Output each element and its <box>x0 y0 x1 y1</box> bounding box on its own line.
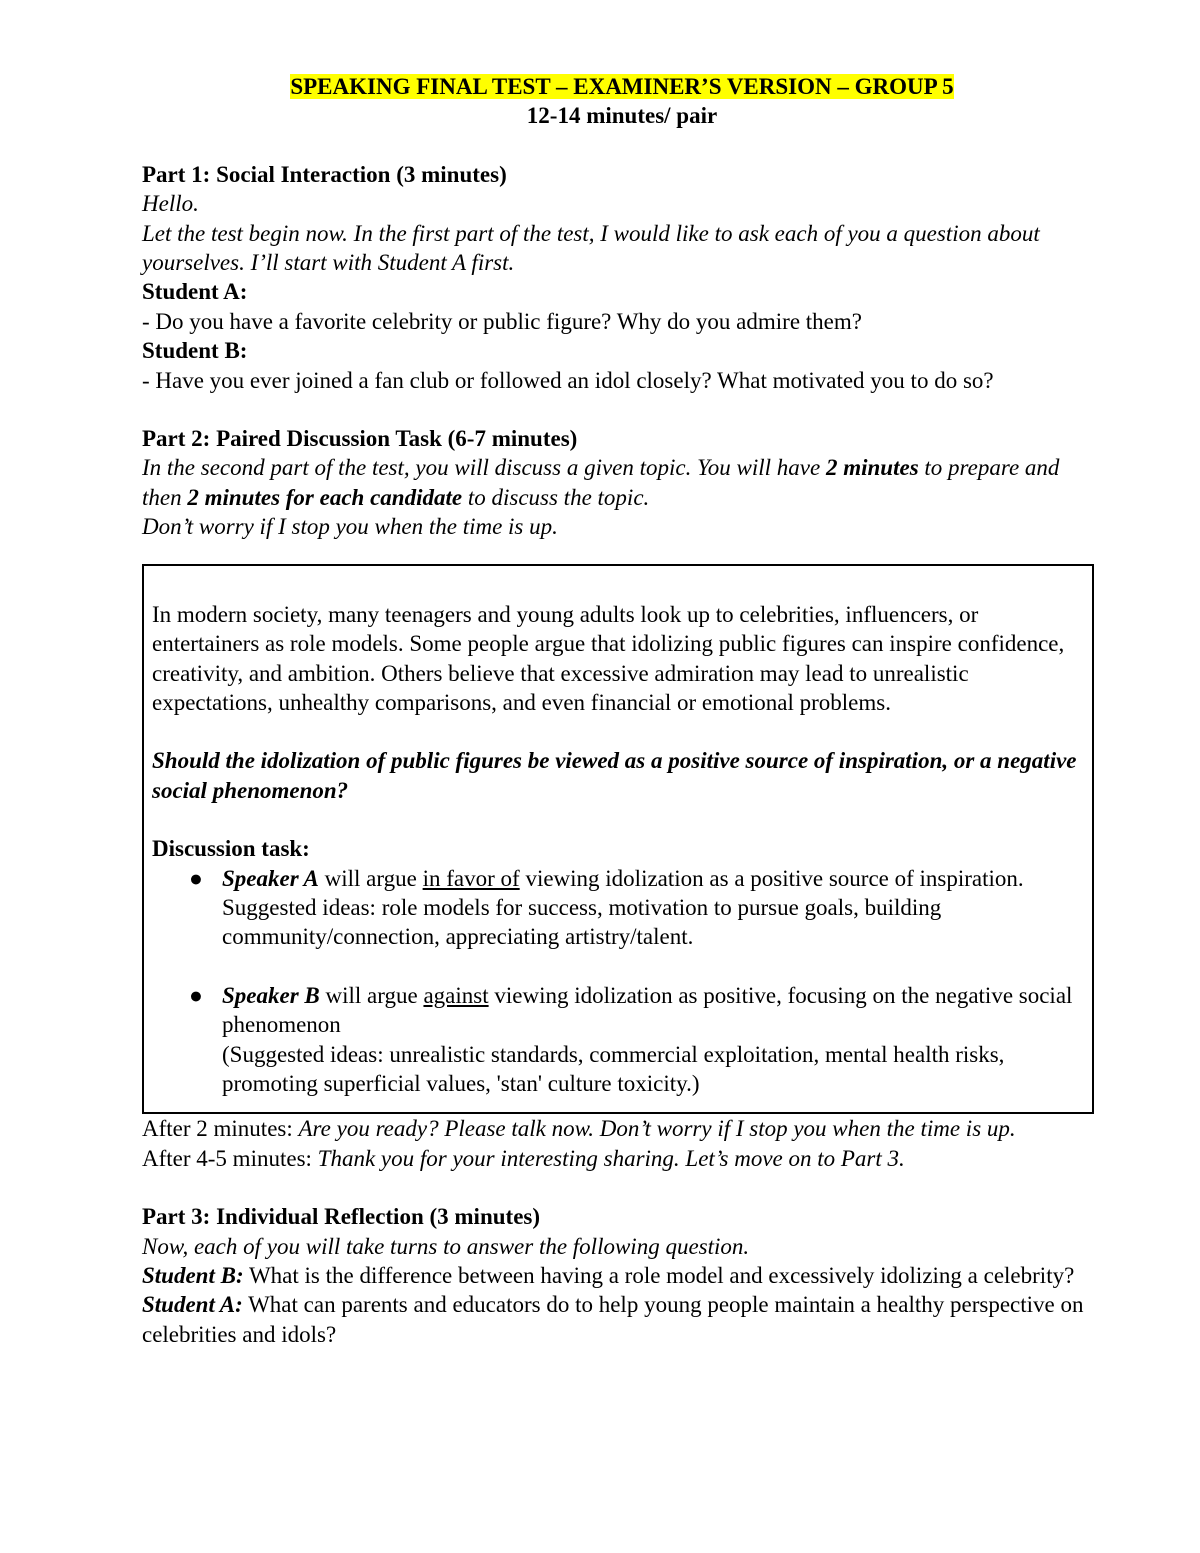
part3-student-a: Student A: What can parents and educators do to help young people maintain a healthy perspective on celebrities and idols? <box>142 1292 1084 1347</box>
part1-intro: Let the test begin now. In the first part of the test, I would like to ask each of you a question about yourselves. I’ll start with Student A first. <box>142 220 1040 276</box>
intro-bold-candidate: 2 minutes for each candidate <box>187 484 463 510</box>
speaker-a-label: Speaker A <box>222 865 319 891</box>
part3-heading: Part 3: Individual Reflection (3 minutes) <box>142 1204 541 1230</box>
bullet-icon: ● <box>189 865 203 891</box>
title-highlight: SPEAKING FINAL TEST – EXAMINER’S VERSION – GROUP 5 <box>290 74 954 99</box>
speaker-b-stance: against <box>423 982 489 1008</box>
discussion-topic-box <box>142 564 1094 1115</box>
part1-student-b-label: Student B: <box>142 338 248 364</box>
topic-question: Should the idolization of public figures be viewed as a positive source of inspiration, or a negative social phenomenon? <box>152 748 1077 803</box>
part1-heading: Part 1: Social Interaction (3 minutes) <box>142 161 507 187</box>
speaker-a-ideas: Suggested ideas: role models for success, motivation to pursue goals, building community/connection, appreciating artistry/talent. <box>222 894 942 950</box>
intro-bold-prep: 2 minutes <box>825 455 919 481</box>
document-page <box>142 72 1102 1349</box>
part1-student-b-question: - Have you ever joined a fan club or followed an idol closely? What motivated you to do so? <box>142 367 994 393</box>
bullet-icon: ● <box>189 982 203 1008</box>
part1-student-a-question: - Do you have a favorite celebrity or public figure? Why do you admire them? <box>142 308 862 334</box>
part3-student-b: Student B: What is the difference between having a role model and excessively idolizing a celebrity? <box>142 1263 1075 1288</box>
part2-intro: In the second part of the test, you will discuss a given topic. You will have 2 minutes to prepare and then 2 minutes for each candidate to discuss the topic. <box>142 455 1060 510</box>
document-subtitle: 12-14 minutes/ pair <box>526 103 718 129</box>
part1-student-a-label: Student A: <box>142 279 248 305</box>
after-2-minutes: After 2 minutes: Are you ready? Please talk now. Don’t worry if I stop you when the time is up. <box>142 1116 1016 1142</box>
part2-dont-worry: Don’t worry if I stop you when the time is up. <box>142 514 558 540</box>
part1-hello: Hello. <box>142 191 199 217</box>
document-title <box>142 72 1102 101</box>
speaker-a-item: ● Speaker A will argue in favor of viewing idolization as a positive source of inspiration. Suggested ideas: role models for success, motivation to pursue goals, building community/connection, appreciating artistry/talent. <box>189 865 1024 950</box>
speaker-list <box>152 864 1084 1099</box>
after-4-5-minutes: After 4-5 minutes: Thank you for your interesting sharing. Let’s move on to Part 3. <box>142 1145 905 1171</box>
speaker-a-stance: in favor of <box>422 865 520 891</box>
speaker-b-label: Speaker B <box>222 982 320 1008</box>
speaker-b-ideas: (Suggested ideas: unrealistic standards, commercial exploitation, mental health risks, promoting superficial values, 'stan' culture toxicity.) <box>222 1041 1005 1096</box>
part3-intro: Now, each of you will take turns to answer the following question. <box>142 1233 750 1259</box>
part2-heading: Part 2: Paired Discussion Task (6-7 minutes) <box>142 426 578 452</box>
discussion-task-label: Discussion task: <box>152 836 310 862</box>
topic-context: In modern society, many teenagers and young adults look up to celebrities, influencers, or entertainers as role models. Some people argue that idolizing public figures can inspire confidence, creativity, and ambition. Others believe that excessive admiration may lead to unrealistic expectations, unhealthy comparisons, and even financial or emotional problems. <box>152 601 1065 715</box>
speaker-b-item: ● Speaker B will argue against viewing idolization as positive, focusing on the negative social phenomenon (Suggested ideas: unrealistic standards, commercial exploitation, mental health risks, promoting superficial values, 'stan' culture toxicity.) <box>189 982 1073 1096</box>
